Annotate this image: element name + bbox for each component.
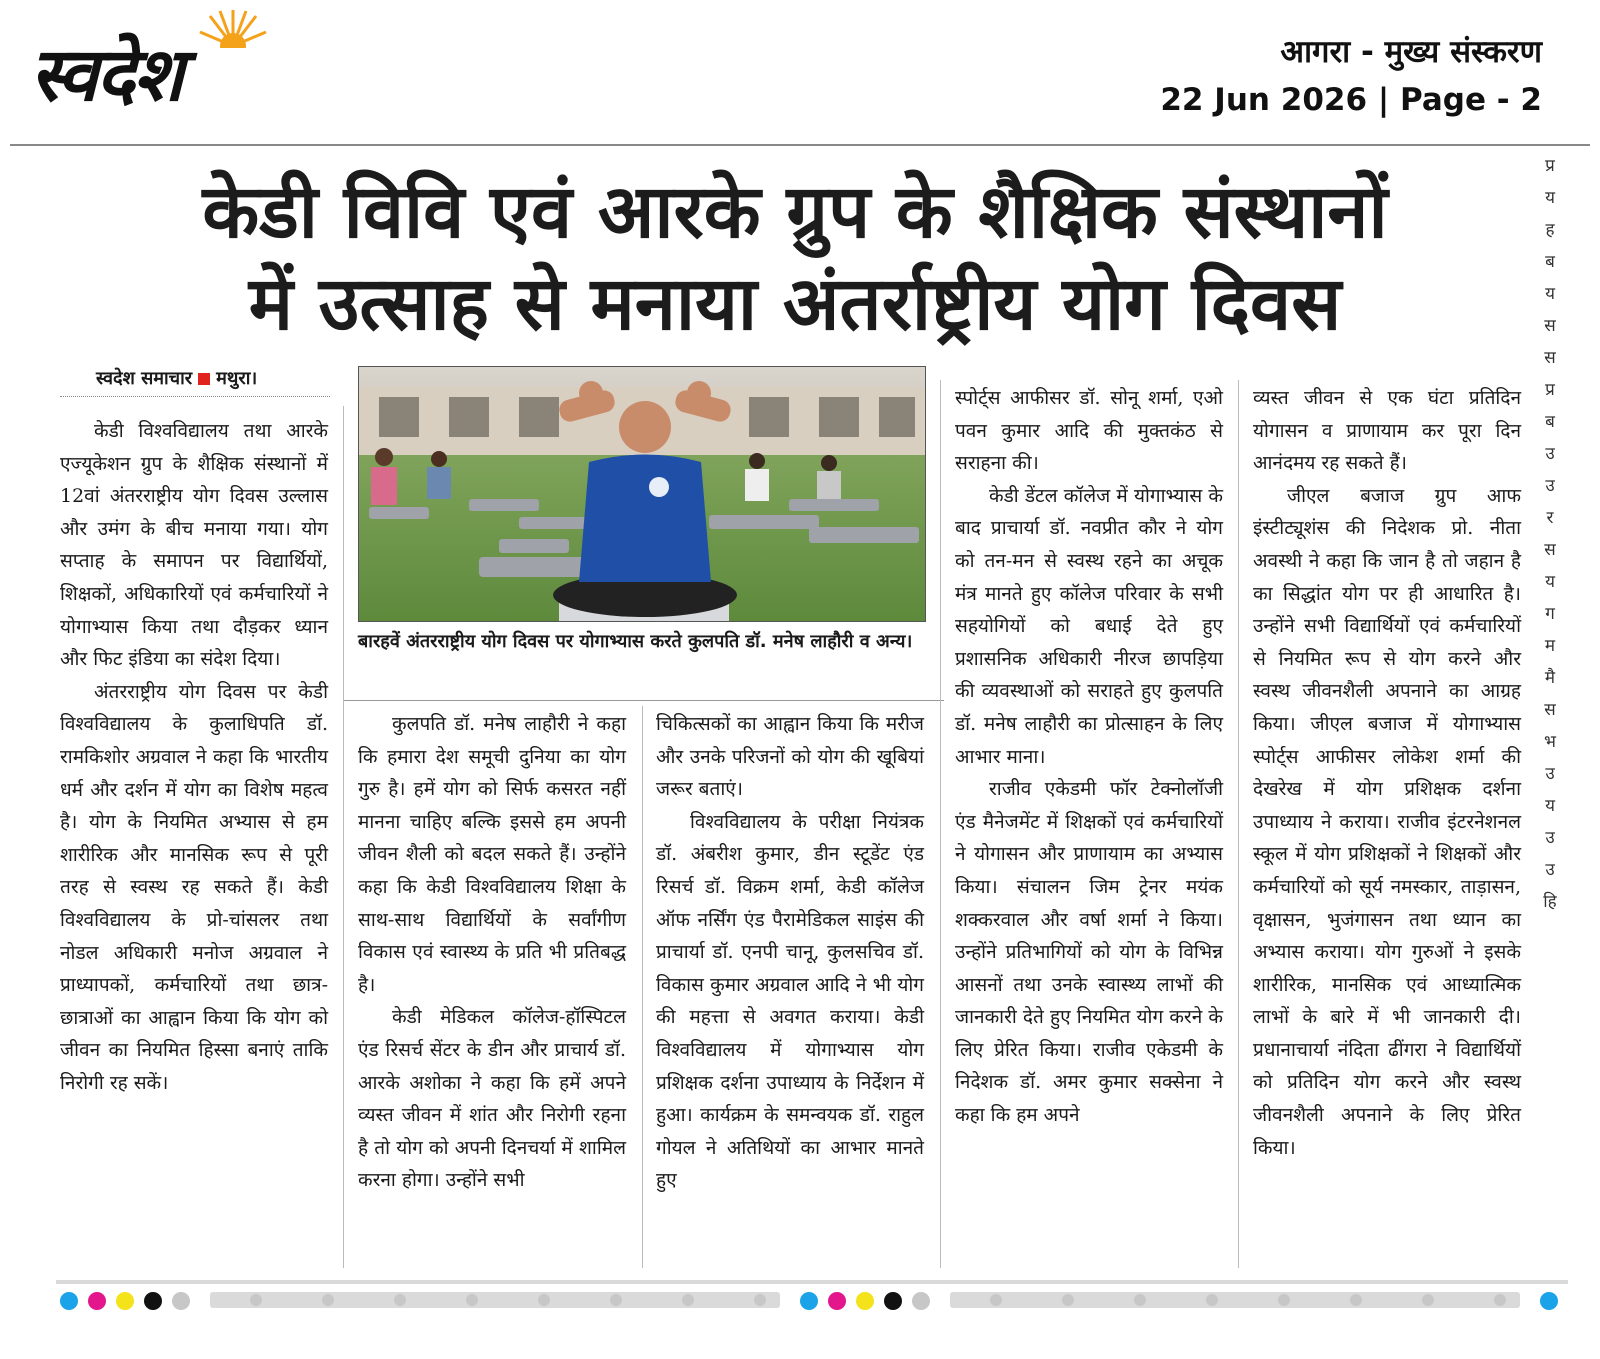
article-photo bbox=[358, 366, 926, 622]
registration-pip bbox=[1494, 1294, 1506, 1306]
logo-text: स्वदेश bbox=[30, 32, 182, 118]
photo-caption: बारहवें अंतरराष्ट्रीय योग दिवस पर योगाभ्यास करते कुलपति डॉ. मनेष लाहौरी व अन्य। bbox=[358, 631, 913, 652]
registration-pip bbox=[1206, 1294, 1218, 1306]
paragraph: केडी मेडिकल कॉलेज-हॉस्पिटल एंड रिसर्च सेंटर के डीन और प्राचार्य डॉ. आरके अशोका ने कहा कि हमें अपने व्यस्त जीवन में शांत और निरोगी रहना है तो योग को अपनी दिनचर्या में शामिल करना होगा। उन्होंने सभी bbox=[358, 1006, 626, 1192]
registration-pip bbox=[394, 1294, 406, 1306]
registration-pip bbox=[1350, 1294, 1362, 1306]
paragraph: विश्वविद्यालय के परीक्षा नियंत्रक डॉ. अंबरीश कुमार, डीन स्टूडेंट एंड रिसर्च डॉ. विक्रम शर्मा, केडी कॉलेज ऑफ नर्सिंग एंड पैरामेडिकल साइंस की प्राचार्या डॉ. एनपी चानू, कुलसचिव डॉ. विकास कुमार अग्रवाल आदि ने भी योग की महत्ता से अवगत कराया। केडी विश्वविद्यालय में योगाभ्यास योग प्रशिक्षक दर्शना उपाध्याय के निर्देशन में हुआ। कार्यक्रम के समन्वयक डॉ. राहुल गोयल ने अतिथियों का आभार मानते हुए bbox=[656, 810, 924, 1192]
gray-dot-icon bbox=[912, 1292, 930, 1310]
yellow-dot-icon bbox=[116, 1292, 134, 1310]
registration-pip bbox=[682, 1294, 694, 1306]
adjacent-article-edge: प्र य ह ब य स स प्र ब उ उ र स य ग म मै स भ उ य उ उ हि bbox=[1543, 156, 1557, 912]
column-divider bbox=[343, 406, 344, 1268]
registration-pip bbox=[322, 1294, 334, 1306]
cyan-dot-icon bbox=[1540, 1292, 1558, 1310]
paragraph: केडी विश्वविद्यालय तथा आरके एज्यूकेशन ग्रुप के शैक्षिक संस्थानों में 12वां अंतरराष्ट्रीय योग दिवस उल्लास और उमंग के बीच मनाया गया। योग सप्ताह के समापन पर विद्यार्थियों, शिक्षकों, अधिकारियों एवं कर्मचारियों ने योगाभ्यास किया तथा दौड़कर ध्यान और फिट इंडिया का संदेश दिया। bbox=[60, 420, 328, 671]
registration-pip bbox=[1422, 1294, 1434, 1306]
article-column-3 bbox=[656, 708, 924, 1197]
gray-dot-icon bbox=[172, 1292, 190, 1310]
registration-pip bbox=[990, 1294, 1002, 1306]
date-page: 22 Jun 2026 | Page - 2 bbox=[1160, 82, 1542, 118]
magenta-dot-icon bbox=[88, 1292, 106, 1310]
headline bbox=[40, 166, 1550, 350]
byline-source: स्वदेश समाचार bbox=[96, 368, 193, 389]
red-square-icon bbox=[198, 373, 210, 385]
byline-place: मथुरा। bbox=[216, 368, 258, 389]
yoga-photo-illustration bbox=[359, 367, 925, 621]
paragraph: राजीव एकेडमी फॉर टेक्नोलॉजी एंड मैनेजमेंट में शिक्षकों एवं कर्मचारियों ने योगासन और प्राणायाम का अभ्यास किया। संचालन जिम ट्रेनर मयंक शक्करवाल और वर्षा शर्मा ने किया। उन्होंने प्रतिभागियों को योग के विभिन्न आसनों तथा उनके स्वास्थ्य लाभों की जानकारी देते हुए नियमित योग करने के लिए प्रेरित किया। राजीव एकेडमी के निदेशक डॉ. अमर कुमार सक्सेना ने कहा कि हम अपने bbox=[955, 778, 1223, 1127]
article-column-1 bbox=[60, 415, 328, 1099]
registration-pip bbox=[250, 1294, 262, 1306]
registration-pip bbox=[466, 1294, 478, 1306]
paragraph: व्यस्त जीवन से एक घंटा प्रतिदिन योगासन व प्राणायाम कर पूरा दिन आनंदमय रह सकते हैं। bbox=[1253, 387, 1521, 475]
registration-pip bbox=[754, 1294, 766, 1306]
registration-bar bbox=[210, 1292, 780, 1308]
paragraph: कुलपति डॉ. मनेष लाहौरी ने कहा कि हमारा देश समूची दुनिया का योग गुरु है। हमें योग को सिर्फ कसरत नहीं मानना चाहिए बल्कि इससे हम अपनी जीवन शैली को बदल सकते हैं। उन्होंने कहा कि केडी विश्वविद्यालय शिक्षा के साथ-साथ विद्यार्थियों के सर्वांगीण विकास एवं स्वास्थ्य के प्रति भी प्रतिबद्ध है। bbox=[358, 713, 626, 996]
paragraph: चिकित्सकों का आह्वान किया कि मरीज और उनके परिजनों को योग की खूबियां जरूर बताएं। bbox=[656, 713, 924, 801]
column-divider bbox=[642, 706, 643, 1268]
headline-line-2: में उत्साह से मनाया अंतर्राष्ट्रीय योग दिवस bbox=[248, 261, 1342, 347]
paragraph: अंतरराष्ट्रीय योग दिवस पर केडी विश्वविद्यालय के कुलाधिपति डॉ. रामकिशोर अग्रवाल ने कहा कि भारतीय धर्म और दर्शन में योग का विशेष महत्व है। योग के नियमित अभ्यास से हम शारीरिक और मानसिक रूप से पूरी तरह से स्वस्थ रह सकते हैं। केडी विश्वविद्यालय के प्रो-चांसलर तथा नोडल अधिकारी मनोज अग्रवाल ने प्राध्यापकों, कर्मचारियों तथा छात्र-छात्राओं का आह्वान किया कि योग को जीवन का नियमित हिस्सा बनाएं ताकि निरोगी रह सकें। bbox=[60, 680, 328, 1094]
registration-pip bbox=[610, 1294, 622, 1306]
magenta-dot-icon bbox=[828, 1292, 846, 1310]
black-dot-icon bbox=[144, 1292, 162, 1310]
cyan-dot-icon bbox=[800, 1292, 818, 1310]
yellow-dot-icon bbox=[856, 1292, 874, 1310]
paragraph: जीएल बजाज ग्रुप आफ इंस्टीट्यूशंस की निदेशक प्रो. नीता अवस्थी ने कहा कि जान है तो जहान है का सिद्धांत योग पर ही आधारित है। उन्होंने सभी विद्यार्थियों एवं कर्मचारियों से नियमित रूप से योग करने और स्वस्थ जीवनशैली अपनाने का आग्रह किया। जीएल बजाज में योगाभ्यास स्पोर्ट्स आफीसर लोकेश शर्मा की देखरेख में योग प्रशिक्षक दर्शना उपाध्याय ने कराया। राजीव इंटरनेशनल स्कूल में योग प्रशिक्षकों ने शिक्षकों और कर्मचारियों को सूर्य नमस्कार, ताड़ासन, वृक्षासन, भुजंगासन तथा ध्यान का अभ्यास कराया। योग गुरुओं ने इसके शारीरिक, मानसिक एवं आध्यात्मिक लाभों के बारे में भी जानकारी दी। प्रधानाचार्या नंदिता ढींगरा ने विद्यार्थियों को प्रतिदिन योग करने और स्वस्थ जीवनशैली अपनाने के लिए प्रेरित किया। bbox=[1253, 484, 1521, 1159]
headline-line-1: केडी विवि एवं आरके ग्रुप के शैक्षिक संस्थानों bbox=[202, 169, 1388, 255]
bottom-rule bbox=[56, 1280, 1568, 1284]
byline bbox=[96, 366, 257, 390]
edition-info bbox=[1160, 30, 1542, 118]
masthead-rule bbox=[10, 144, 1590, 146]
byline-divider bbox=[60, 396, 330, 397]
black-dot-icon bbox=[884, 1292, 902, 1310]
article-column-5 bbox=[1253, 382, 1521, 1164]
column-divider bbox=[940, 380, 941, 1268]
registration-pip bbox=[1278, 1294, 1290, 1306]
column-divider bbox=[1238, 380, 1239, 1268]
print-registration-marks bbox=[0, 1292, 1600, 1310]
registration-pip bbox=[538, 1294, 550, 1306]
sun-icon bbox=[198, 8, 268, 48]
edition-name: आगरा - मुख्य संस्करण bbox=[1280, 34, 1542, 70]
paragraph: केडी डेंटल कॉलेज में योगाभ्यास के बाद प्राचार्या डॉ. नवप्रीत कौर ने योग को तन-मन से स्वस्थ रहने का अचूक मंत्र मानते हुए कॉलेज परिवार के सभी सहयोगियों को बधाई देते हुए प्रशासनिक अधिकारी नीरज छापड़िया की व्यवस्थाओं को सराहते हुए कुलपति डॉ. मनेष लाहौरी का प्रोत्साहन के लिए आभार माना। bbox=[955, 484, 1223, 768]
cyan-dot-icon bbox=[60, 1292, 78, 1310]
registration-bar bbox=[950, 1292, 1520, 1308]
caption-divider bbox=[344, 700, 944, 701]
registration-pip bbox=[1062, 1294, 1074, 1306]
article-column-4 bbox=[955, 382, 1223, 1132]
paragraph: स्पोर्ट्स आफीसर डॉ. सोनू शर्मा, एओ पवन कुमार आदि की मुक्तकंठ से सराहना की। bbox=[955, 387, 1223, 475]
article-column-2 bbox=[358, 708, 626, 1197]
registration-pip bbox=[1134, 1294, 1146, 1306]
newspaper-logo bbox=[30, 8, 390, 138]
